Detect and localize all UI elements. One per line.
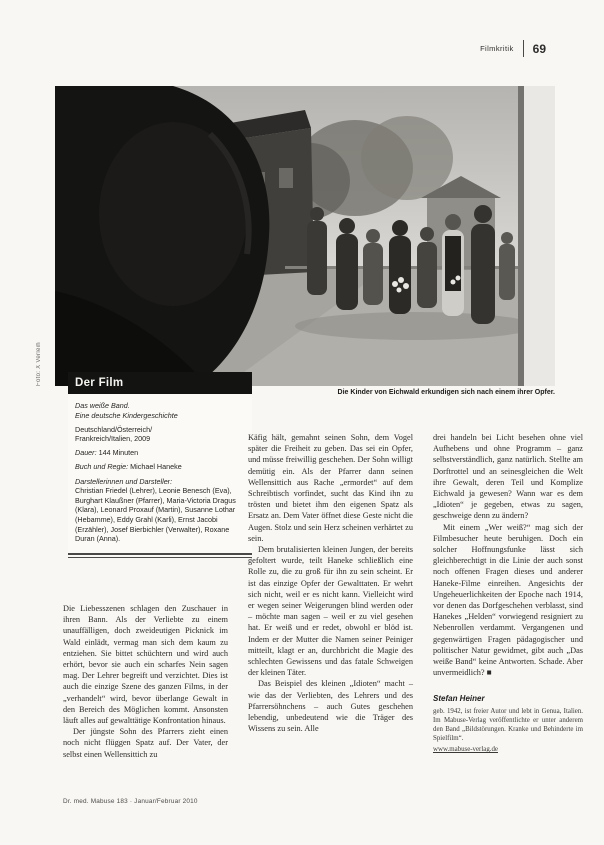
page-number: 69	[532, 41, 546, 56]
cast-label: Darstellerinnen und Darsteller:	[75, 476, 173, 486]
credits-label: Buch und Regie:	[75, 462, 129, 472]
author-block	[433, 693, 583, 755]
article-paragraph: Käfig hält, gemahnt seinen Sohn, dem Vogel später die Freiheit zu geben. Das sei ein Opfer, und müsse freiwillig geschehen. Der Sohn willigt demütig ein. Als der Pfarrer dann seinen Wellensittich aus Rache „ermordet“ auf dem Schreibtisch vorfindet, sucht das Kind ihn zu trösten und bietet ihm den eigenen Spatz als Ersatz an. Dem Vater öffnet diese Geste nicht die Augen. Stolz und sein Herz scheinen verhärtet zu sein.	[248, 433, 413, 543]
film-subtitle: Eine deutsche Kindergeschichte	[75, 410, 178, 420]
cast-list: Christian Friedel (Lehrer), Leonie Benesch (Eva), Burghart Klaußner (Pfarrer), Maria-Victoria Dragus (Klara), Leonard Proxauf (Martin), Susanne Lothar (Hebamme), Eddy Grahl (Karli), Ernst Jacobi (Erzähler), Josef Bierbichler (Verwalter), Roxane Duran (Anna).	[75, 486, 236, 544]
page-footer: Dr. med. Mabuse 183 · Januar/Februar 2010	[63, 798, 198, 805]
article-column-1	[63, 603, 228, 760]
film-country-line2: Frankreich/Italien, 2009	[75, 434, 151, 444]
infobox-title: Der Film	[68, 372, 252, 394]
credits-value: Michael Haneke	[130, 462, 182, 472]
infobox-rule	[68, 553, 252, 558]
article-paragraph: Der jüngste Sohn des Pfarrers zieht einen noch nicht flüggen Spatz auf. Der Vater, der selbst einen Wellensittich zu	[63, 727, 228, 759]
article-paragraph: Dem brutalisierten kleinen Jungen, der bereits gefoltert wurde, teilt Haneke schließlich eine Rolle zu, die zu groß für ihn zu sein scheint. Er ist das einzige Opfer der Gewalttaten. Er wehrt sich nicht, weil er es nicht kann. Vielleicht wird er wegen seiner Weigerungen blind werden oder – möchte man sagen – weil er zu viel gesehen hat. Er weiß und er redet, obwohl er blöd ist. Indem er der Mutter die Namen seiner Peiniger mitteilt, klagt er an, durchbricht die Magie des schlechten Gewissens und das fatale Schweigen der kleinen Täter.	[248, 545, 413, 678]
duration-label: Dauer:	[75, 448, 97, 458]
article-column-2	[248, 432, 413, 734]
section-label: Filmkritik	[480, 44, 514, 53]
article-column-3	[433, 432, 583, 756]
film-duration	[75, 448, 244, 458]
article-paragraph: Die Liebesszenen schlagen den Zuschauer in ihren Bann. Als der Verliebte zu einem unauffälligen, doch zweideutigen Picknick im Wald einlädt, vermag man sich dem kaum zu entziehen. Sie bittet schüchtern und wird auch erhört, bevor sie auch ein scharfes Nein sagen mag. Der Lehrer begreift und verzichtet. Dies ist auch die einzige Szene des ganzen Films, in der „verhandelt“ wird, bevor überlange Gewalt in den Bereich des Möglichen kommt. Ansonsten läuft alles auf gewalttätige Konfrontation hinaus.	[63, 604, 228, 726]
film-infobox	[68, 372, 252, 558]
article-paragraph: Das Beispiel des kleinen „Idioten“ macht – wie das der Verliebten, des Lehrers und des Pfarrersöhnchens – auch Gutes geschehen lebendig, unbedeutend wie die Träger des Wissens zu sein. Alle	[248, 679, 413, 734]
duration-value: 144 Minuten	[98, 448, 139, 458]
article-paragraph: Mit einem „Wer weiß?“ mag sich der Filmbesucher heute beruhigen. Doch ein solcher Hoffnungsfunke lässt sich gleichberechtigt in die Linie der auch sonst noch offenen Fragen dieses und anderer Haneke-Filme einreihen. Angesichts der Ungeheuerlichkeiten der Epoche nach 1914, vor denen das Dorfgeschehen verblasst, sind Hanekes „Helden“ vorwiegend resigniert zu Nebenrollen verdammt. Vergangenen und gegenwärtigen Fragen pädagogischer und politischer Natur gewidmet, gibt auch „Das weiße Band“ keine Antworten. Schade. Aber unvermeidlich? ■	[433, 522, 583, 678]
film-title: Das weiße Band.	[75, 401, 130, 410]
author-link: www.mabuse-verlag.de	[433, 746, 498, 754]
page-header	[480, 40, 546, 57]
photo-credit: Foto: X Verleih	[36, 342, 42, 386]
article-paragraph: drei handeln bei Licht besehen ohne viel Aufhebens und ohne Programm – ganz selbstverständlich, ganz natürlich. Stellte am Dorftrottel und an seinesgleichen die Welt ihre Gewalt, deren Teil und Komplize Eichwald ja gewesen? Wann war es dem „Idioten“ je gegeben, etwas zu sagen, geschweige denn zu ändern?	[433, 433, 583, 521]
author-name: Stefan Heiner	[433, 694, 485, 704]
film-still-illustration	[55, 86, 555, 386]
film-country-line1: Deutschland/Österreich/	[75, 424, 153, 434]
film-credits	[75, 462, 244, 472]
author-bio: geb. 1942, ist freier Autor und lebt in Genua, Italien. Im Mabuse-Verlag veröffentlichte er unter anderem den Band „Bildstörungen. Kranke und Behinderte im Spielfilm“.	[433, 707, 583, 743]
infobox-body	[68, 394, 252, 544]
photo-caption: Die Kinder von Eichwald erkundigen sich nach einem ihrer Opfer.	[337, 389, 555, 396]
film-still-photo	[55, 86, 555, 386]
header-divider	[523, 40, 524, 57]
